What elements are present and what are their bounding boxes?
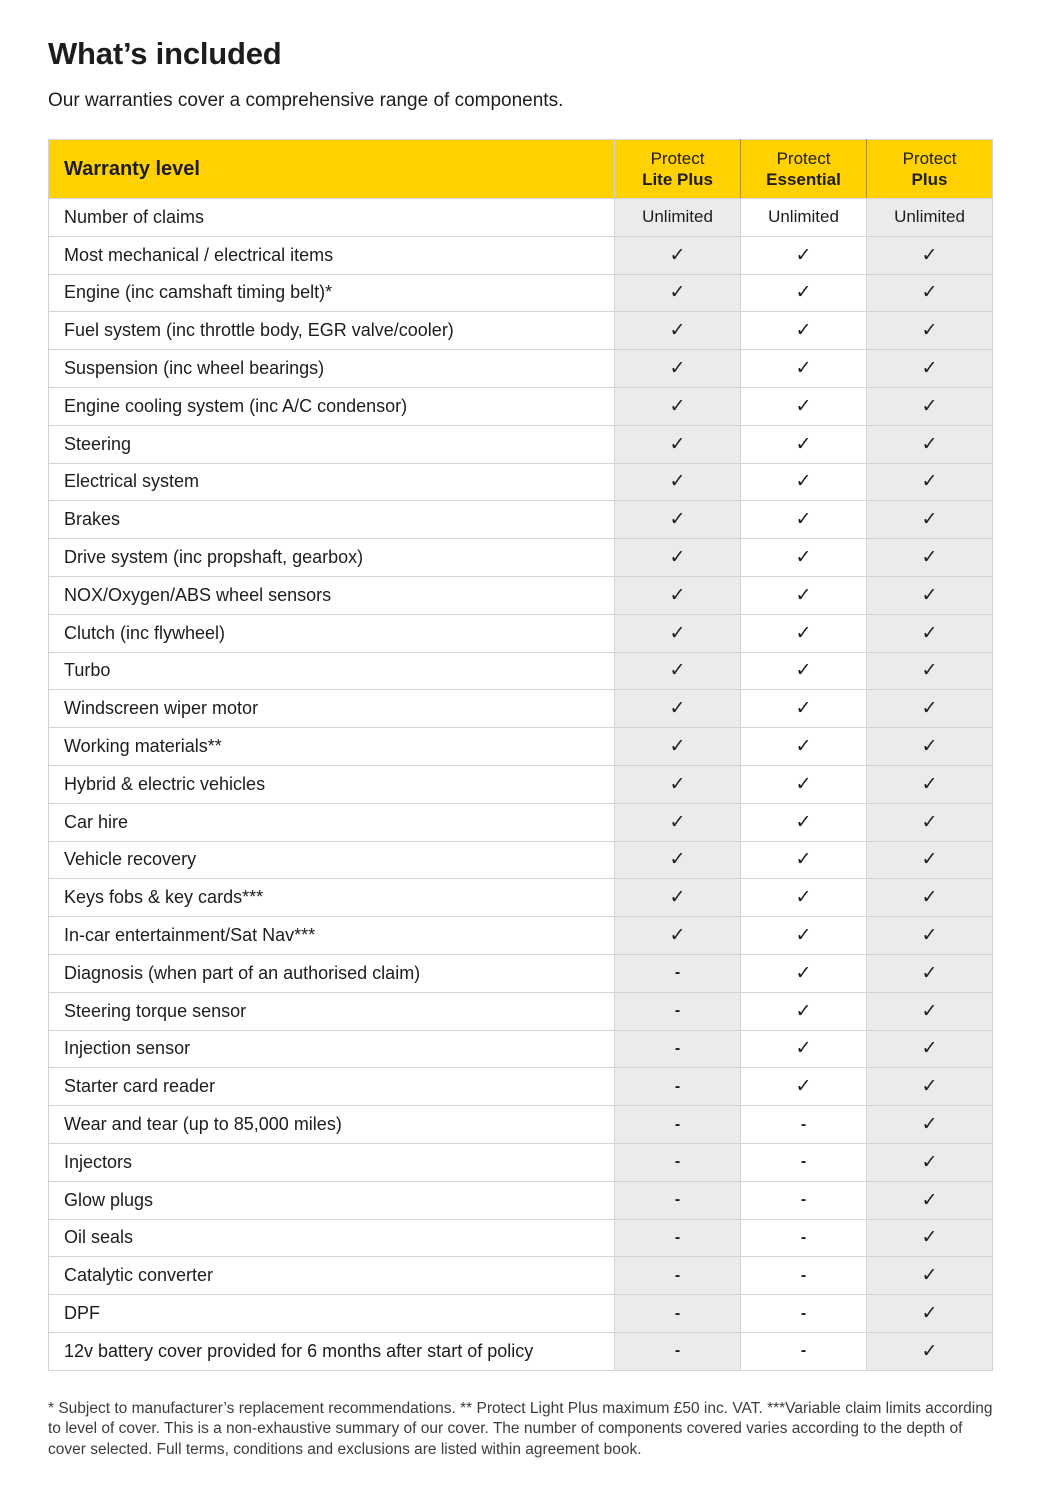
not-included-dash: - — [741, 1295, 867, 1333]
included-check-icon: ✓ — [867, 425, 993, 463]
included-check-icon: ✓ — [615, 463, 741, 501]
plan-tier-label: Protect — [650, 149, 705, 168]
warranty-level-header: Warranty level — [49, 140, 615, 199]
not-included-dash: - — [615, 1143, 741, 1181]
table-row — [49, 501, 993, 539]
included-check-icon: ✓ — [867, 1219, 993, 1257]
included-check-icon: ✓ — [741, 917, 867, 955]
feature-label: Fuel system (inc throttle body, EGR valve/cooler) — [49, 312, 615, 350]
table-row — [49, 576, 993, 614]
table-row — [49, 236, 993, 274]
included-check-icon: ✓ — [867, 1295, 993, 1333]
included-check-icon: ✓ — [741, 312, 867, 350]
included-check-icon: ✓ — [867, 539, 993, 577]
not-included-dash: - — [741, 1219, 867, 1257]
table-row — [49, 690, 993, 728]
included-check-icon: ✓ — [615, 690, 741, 728]
not-included-dash: - — [741, 1143, 867, 1181]
feature-label: Injection sensor — [49, 1030, 615, 1068]
feature-label: Turbo — [49, 652, 615, 690]
included-check-icon: ✓ — [867, 765, 993, 803]
included-check-icon: ✓ — [741, 274, 867, 312]
included-check-icon: ✓ — [867, 728, 993, 766]
table-row — [49, 614, 993, 652]
included-check-icon: ✓ — [615, 501, 741, 539]
included-check-icon: ✓ — [615, 879, 741, 917]
included-check-icon: ✓ — [867, 350, 993, 388]
included-check-icon: ✓ — [741, 1068, 867, 1106]
included-check-icon: ✓ — [867, 1030, 993, 1068]
plan-tier-label: Protect — [776, 149, 831, 168]
included-check-icon: ✓ — [867, 1143, 993, 1181]
included-check-icon: ✓ — [741, 576, 867, 614]
table-row — [49, 1295, 993, 1333]
included-check-icon: ✓ — [741, 387, 867, 425]
feature-label: Brakes — [49, 501, 615, 539]
table-row — [49, 1106, 993, 1144]
included-check-icon: ✓ — [615, 917, 741, 955]
plan-header-protect-plus — [867, 140, 993, 199]
included-check-icon: ✓ — [615, 652, 741, 690]
included-check-icon: ✓ — [615, 803, 741, 841]
included-check-icon: ✓ — [867, 1068, 993, 1106]
table-row — [49, 992, 993, 1030]
included-check-icon: ✓ — [867, 841, 993, 879]
not-included-dash: - — [741, 1332, 867, 1370]
not-included-dash: - — [615, 1068, 741, 1106]
table-row — [49, 728, 993, 766]
included-check-icon: ✓ — [741, 425, 867, 463]
included-check-icon: ✓ — [867, 954, 993, 992]
feature-label: Diagnosis (when part of an authorised claim) — [49, 954, 615, 992]
feature-label: Oil seals — [49, 1219, 615, 1257]
table-body — [49, 199, 993, 1371]
included-check-icon: ✓ — [615, 236, 741, 274]
included-check-icon: ✓ — [615, 576, 741, 614]
feature-label: Engine (inc camshaft timing belt)* — [49, 274, 615, 312]
included-check-icon: ✓ — [615, 841, 741, 879]
feature-label: Hybrid & electric vehicles — [49, 765, 615, 803]
plan-header-protect-lite-plus — [615, 140, 741, 199]
not-included-dash: - — [741, 1181, 867, 1219]
feature-label: Engine cooling system (inc A/C condensor) — [49, 387, 615, 425]
feature-label: Steering torque sensor — [49, 992, 615, 1030]
feature-label: Car hire — [49, 803, 615, 841]
table-row — [49, 954, 993, 992]
page-title: What’s included — [48, 36, 282, 71]
feature-label: Catalytic converter — [49, 1257, 615, 1295]
table-row — [49, 539, 993, 577]
included-check-icon: ✓ — [867, 614, 993, 652]
not-included-dash: - — [615, 1257, 741, 1295]
table-row — [49, 803, 993, 841]
plan-value: Unlimited — [741, 199, 867, 237]
plan-name-label: Essential — [766, 170, 841, 189]
plan-value: Unlimited — [867, 199, 993, 237]
table-row — [49, 765, 993, 803]
table-row — [49, 312, 993, 350]
included-check-icon: ✓ — [741, 765, 867, 803]
included-check-icon: ✓ — [741, 803, 867, 841]
included-check-icon: ✓ — [741, 350, 867, 388]
not-included-dash: - — [615, 1332, 741, 1370]
feature-label: 12v battery cover provided for 6 months after start of policy — [49, 1332, 615, 1370]
included-check-icon: ✓ — [615, 274, 741, 312]
not-included-dash: - — [615, 1295, 741, 1333]
table-row — [49, 425, 993, 463]
feature-label: DPF — [49, 1295, 615, 1333]
table-row — [49, 1332, 993, 1370]
plan-name-label: Plus — [911, 170, 948, 189]
included-check-icon: ✓ — [867, 274, 993, 312]
feature-label: Clutch (inc flywheel) — [49, 614, 615, 652]
feature-label: Keys fobs & key cards*** — [49, 879, 615, 917]
table-row — [49, 1030, 993, 1068]
feature-label: NOX/Oxygen/ABS wheel sensors — [49, 576, 615, 614]
feature-label: Wear and tear (up to 85,000 miles) — [49, 1106, 615, 1144]
included-check-icon: ✓ — [867, 917, 993, 955]
not-included-dash: - — [615, 1219, 741, 1257]
feature-label: Starter card reader — [49, 1068, 615, 1106]
included-check-icon: ✓ — [867, 992, 993, 1030]
included-check-icon: ✓ — [867, 576, 993, 614]
table-row — [49, 841, 993, 879]
included-check-icon: ✓ — [867, 501, 993, 539]
included-check-icon: ✓ — [741, 1030, 867, 1068]
feature-label: Working materials** — [49, 728, 615, 766]
included-check-icon: ✓ — [741, 690, 867, 728]
plan-name-label: Lite Plus — [642, 170, 713, 189]
included-check-icon: ✓ — [867, 803, 993, 841]
included-check-icon: ✓ — [867, 1332, 993, 1370]
not-included-dash: - — [741, 1257, 867, 1295]
included-check-icon: ✓ — [741, 954, 867, 992]
feature-label: Suspension (inc wheel bearings) — [49, 350, 615, 388]
included-check-icon: ✓ — [741, 879, 867, 917]
not-included-dash: - — [615, 1030, 741, 1068]
included-check-icon: ✓ — [741, 463, 867, 501]
table-row — [49, 387, 993, 425]
included-check-icon: ✓ — [741, 501, 867, 539]
table-row — [49, 1068, 993, 1106]
feature-label: Windscreen wiper motor — [49, 690, 615, 728]
included-check-icon: ✓ — [741, 841, 867, 879]
table-row — [49, 274, 993, 312]
included-check-icon: ✓ — [615, 728, 741, 766]
table-row — [49, 463, 993, 501]
feature-label: Glow plugs — [49, 1181, 615, 1219]
feature-label: Steering — [49, 425, 615, 463]
feature-label: Vehicle recovery — [49, 841, 615, 879]
included-check-icon: ✓ — [615, 312, 741, 350]
plan-header-protect-essential — [741, 140, 867, 199]
feature-label: Injectors — [49, 1143, 615, 1181]
included-check-icon: ✓ — [615, 387, 741, 425]
feature-label: Number of claims — [49, 199, 615, 237]
included-check-icon: ✓ — [741, 539, 867, 577]
not-included-dash: - — [615, 992, 741, 1030]
included-check-icon: ✓ — [867, 690, 993, 728]
table-header — [49, 140, 993, 199]
feature-label: Most mechanical / electrical items — [49, 236, 615, 274]
table-header-row — [49, 140, 993, 199]
included-check-icon: ✓ — [741, 652, 867, 690]
table-row — [49, 879, 993, 917]
included-check-icon: ✓ — [867, 387, 993, 425]
included-check-icon: ✓ — [867, 652, 993, 690]
plan-value: Unlimited — [615, 199, 741, 237]
included-check-icon: ✓ — [615, 539, 741, 577]
not-included-dash: - — [615, 954, 741, 992]
included-check-icon: ✓ — [867, 1106, 993, 1144]
feature-label: Drive system (inc propshaft, gearbox) — [49, 539, 615, 577]
footnote-text: * Subject to manufacturer’s replacement recommendations. ** Protect Light Plus maximum £50 inc. VAT. ***Variable claim limits according to level of cover. This is a non-exhaustive summary of our cover. The number of components covered varies according to the depth of cover selected. Full terms, conditions and exclusions are listed within agreement book. — [48, 1399, 993, 1458]
included-check-icon: ✓ — [741, 728, 867, 766]
included-check-icon: ✓ — [867, 236, 993, 274]
included-check-icon: ✓ — [867, 312, 993, 350]
table-row — [49, 917, 993, 955]
feature-label: Electrical system — [49, 463, 615, 501]
table-row — [49, 1219, 993, 1257]
not-included-dash: - — [741, 1106, 867, 1144]
page-subtitle: Our warranties cover a comprehensive range of components. — [48, 90, 564, 111]
table-row — [49, 1181, 993, 1219]
table-row — [49, 1257, 993, 1295]
not-included-dash: - — [615, 1181, 741, 1219]
included-check-icon: ✓ — [867, 463, 993, 501]
included-check-icon: ✓ — [615, 425, 741, 463]
warranty-comparison-table — [48, 139, 993, 1371]
included-check-icon: ✓ — [741, 236, 867, 274]
included-check-icon: ✓ — [615, 350, 741, 388]
not-included-dash: - — [615, 1106, 741, 1144]
feature-label: In-car entertainment/Sat Nav*** — [49, 917, 615, 955]
table-row — [49, 199, 993, 237]
included-check-icon: ✓ — [741, 614, 867, 652]
included-check-icon: ✓ — [867, 1257, 993, 1295]
included-check-icon: ✓ — [741, 992, 867, 1030]
table-row — [49, 652, 993, 690]
plan-tier-label: Protect — [902, 149, 957, 168]
included-check-icon: ✓ — [867, 879, 993, 917]
included-check-icon: ✓ — [615, 614, 741, 652]
included-check-icon: ✓ — [615, 765, 741, 803]
table-row — [49, 350, 993, 388]
included-check-icon: ✓ — [867, 1181, 993, 1219]
table-row — [49, 1143, 993, 1181]
